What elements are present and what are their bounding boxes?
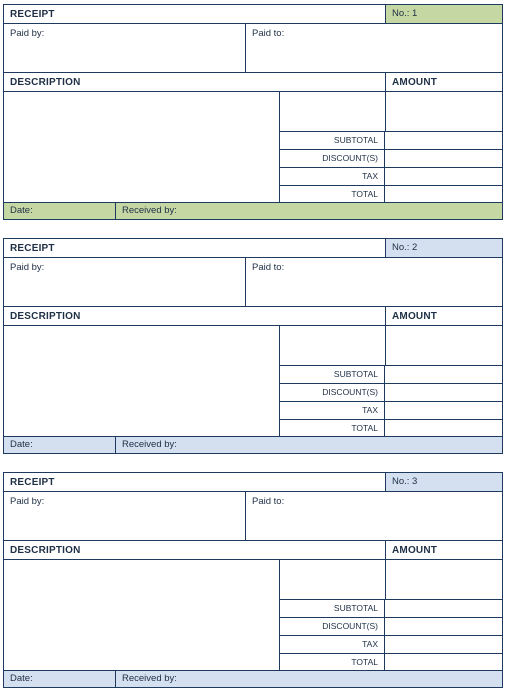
tax-row bbox=[279, 401, 502, 419]
paid-to-field[interactable]: Paid to: bbox=[252, 262, 285, 273]
received-by-field[interactable]: Received by: bbox=[122, 673, 177, 684]
paid-to-field[interactable]: Paid to: bbox=[252, 28, 285, 39]
discount-row bbox=[279, 149, 502, 167]
description-field[interactable] bbox=[4, 326, 279, 436]
receipt-title: RECEIPT bbox=[10, 477, 55, 488]
amount-field[interactable] bbox=[386, 560, 502, 599]
receipt-3 bbox=[3, 472, 503, 688]
receipt-number[interactable]: No.: 2 bbox=[385, 239, 502, 257]
received-by-field[interactable]: Received by: bbox=[122, 205, 177, 216]
discount-label: DISCOUNT(S) bbox=[322, 387, 378, 397]
amount-header: AMOUNT bbox=[392, 77, 438, 88]
discount-row bbox=[279, 383, 502, 401]
discount-row bbox=[279, 617, 502, 635]
tax-label: TAX bbox=[362, 639, 378, 649]
paid-by-field[interactable]: Paid by: bbox=[10, 262, 45, 273]
discount-label: DISCOUNT(S) bbox=[322, 153, 378, 163]
date-field[interactable]: Date: bbox=[10, 439, 33, 450]
paid-by-field[interactable]: Paid by: bbox=[10, 28, 45, 39]
tax-row bbox=[279, 167, 502, 185]
total-row bbox=[279, 185, 502, 203]
party-row bbox=[4, 492, 502, 541]
subtotal-label: SUBTOTAL bbox=[333, 135, 378, 145]
description-field[interactable] bbox=[4, 92, 279, 202]
subtotal-row bbox=[279, 599, 502, 617]
total-row bbox=[279, 419, 502, 437]
body-area bbox=[4, 92, 502, 203]
discount-label: DISCOUNT(S) bbox=[322, 621, 378, 631]
receipt-2 bbox=[3, 238, 503, 454]
receipt-header-row bbox=[4, 239, 502, 258]
tax-row bbox=[279, 635, 502, 653]
total-label: TOTAL bbox=[351, 657, 378, 667]
column-header-row bbox=[4, 541, 502, 560]
column-header-row bbox=[4, 307, 502, 326]
subtotal-label: SUBTOTAL bbox=[333, 369, 378, 379]
description-header: DESCRIPTION bbox=[10, 77, 81, 88]
receipt-title: RECEIPT bbox=[10, 9, 55, 20]
receipt-1 bbox=[3, 4, 503, 220]
receipt-header-row bbox=[4, 5, 502, 24]
date-field[interactable]: Date: bbox=[10, 673, 33, 684]
description-header: DESCRIPTION bbox=[10, 545, 81, 556]
subtotal-row bbox=[279, 365, 502, 383]
column-header-row bbox=[4, 73, 502, 92]
receipt-title: RECEIPT bbox=[10, 243, 55, 254]
subtotal-row bbox=[279, 131, 502, 149]
receipt-number[interactable]: No.: 3 bbox=[385, 473, 502, 491]
total-label: TOTAL bbox=[351, 189, 378, 199]
footer-row bbox=[4, 671, 502, 687]
total-label: TOTAL bbox=[351, 423, 378, 433]
tax-label: TAX bbox=[362, 171, 378, 181]
party-row bbox=[4, 24, 502, 73]
body-area bbox=[4, 560, 502, 671]
footer-row bbox=[4, 203, 502, 219]
amount-field[interactable] bbox=[386, 92, 502, 131]
paid-to-field[interactable]: Paid to: bbox=[252, 496, 285, 507]
paid-by-field[interactable]: Paid by: bbox=[10, 496, 45, 507]
party-row bbox=[4, 258, 502, 307]
receipt-number[interactable]: No.: 1 bbox=[385, 5, 502, 23]
footer-row bbox=[4, 437, 502, 453]
tax-label: TAX bbox=[362, 405, 378, 415]
received-by-field[interactable]: Received by: bbox=[122, 439, 177, 450]
amount-header: AMOUNT bbox=[392, 545, 438, 556]
amount-header: AMOUNT bbox=[392, 311, 438, 322]
receipt-header-row bbox=[4, 473, 502, 492]
subtotal-label: SUBTOTAL bbox=[333, 603, 378, 613]
description-header: DESCRIPTION bbox=[10, 311, 81, 322]
description-field[interactable] bbox=[4, 560, 279, 670]
amount-field[interactable] bbox=[386, 326, 502, 365]
date-field[interactable]: Date: bbox=[10, 205, 33, 216]
total-row bbox=[279, 653, 502, 671]
body-area bbox=[4, 326, 502, 437]
